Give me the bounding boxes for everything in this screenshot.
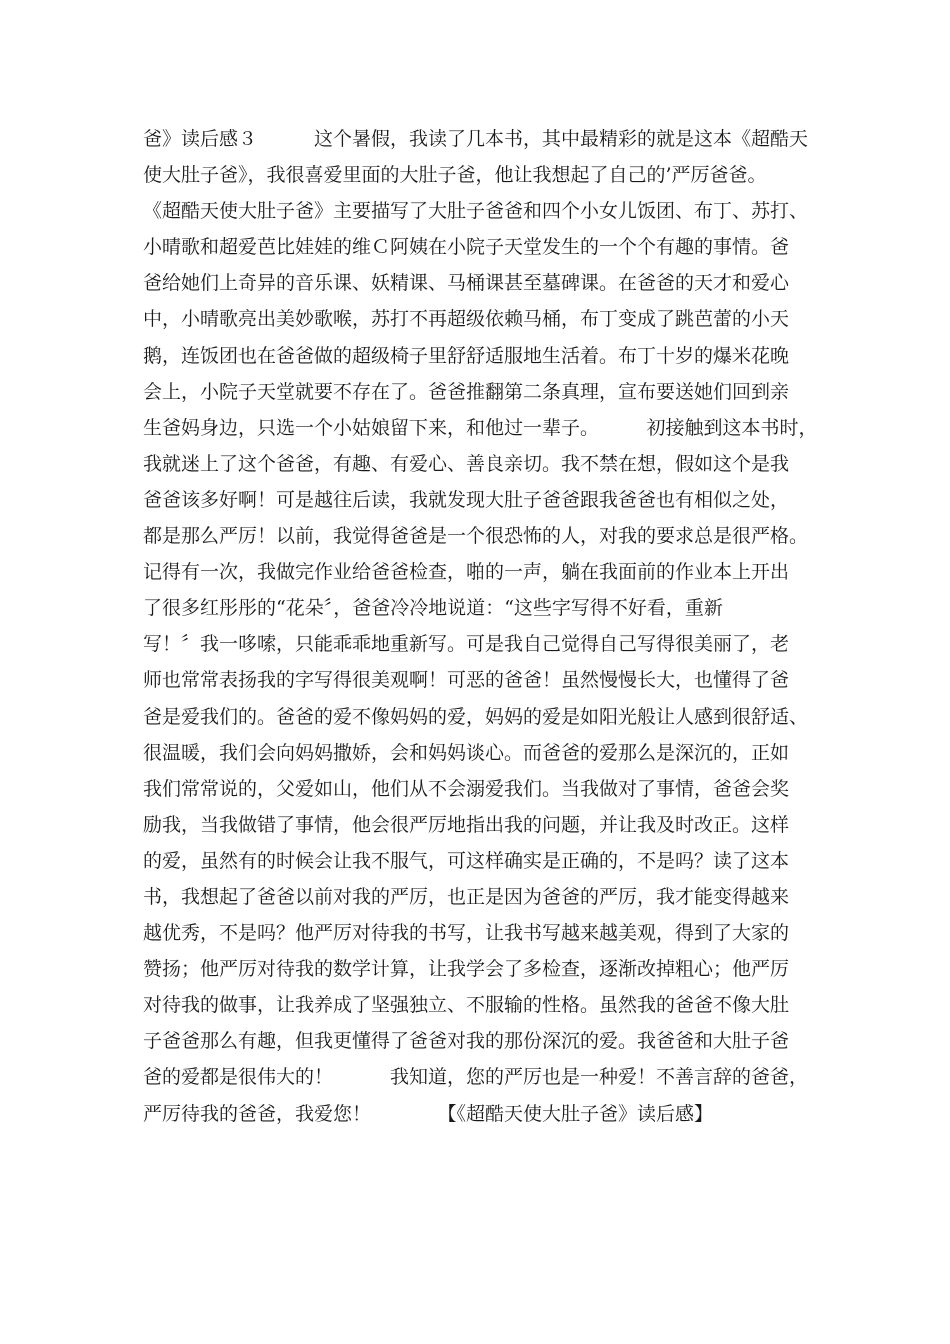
- text-line: 越优秀，不是吗？他严厉对待我的书写，让我书写越来越美观，得到了大家的: [143, 922, 790, 945]
- text-line: 书，我想起了爸爸以前对我的严厉，也正是因为爸爸的严厉，我才能变得越来: [143, 885, 790, 908]
- text-line: 《超酷天使大肚子爸》主要描写了大肚子爸爸和四个小女儿饭团、布丁、苏打、: [143, 200, 809, 223]
- text-line: 爸给她们上奇异的音乐课、妖精课、马桶课甚至墓碑课。在爸爸的天才和爱心: [143, 272, 790, 295]
- text-line: 我就迷上了这个爸爸，有趣、有爱心、善良亲切。我不禁在想，假如这个是我: [143, 452, 790, 475]
- text-line: 子爸爸那么有趣，但我更懂得了爸爸对我的那份深沉的爱。我爸爸和大肚子爸: [143, 1030, 790, 1053]
- text-line: 生爸妈身边，只选一个小姑娘留下来，和他过一辈子。 初接触到这本书时，: [143, 416, 818, 439]
- text-line: 我们常常说的，父爱如山，他们从不会溺爱我们。当我做对了事情，爸爸会奖: [143, 777, 790, 800]
- text-line: 小晴歌和超爱芭比娃娃的维Ｃ阿姨在小院子天堂发生的一个个有趣的事情。爸: [143, 236, 790, 259]
- text-line: 师也常常表扬我的字写得很美观啊！可恶的爸爸！虽然慢慢长大，也懂得了爸: [143, 669, 790, 692]
- text-line: 都是那么严厉！以前，我觉得爸爸是一个很恐怖的人，对我的要求总是很严格。: [143, 525, 809, 548]
- text-line: 爸爸该多好啊！可是越往后读，我就发现大肚子爸爸跟我爸爸也有相似之处，: [143, 488, 790, 511]
- text-line: 严厉待我的爸爸，我爱您！ 【《超酷天使大肚子爸》读后感】: [143, 1102, 714, 1125]
- text-line: 爸是爱我们的。爸爸的爱不像妈妈的爱，妈妈的爱是如阳光般让人感到很舒适、: [143, 705, 809, 728]
- text-line: 对待我的做事，让我养成了坚强独立、不服输的性格。虽然我的爸爸不像大肚: [143, 994, 790, 1017]
- text-line: 很温暖，我们会向妈妈撒娇，会和妈妈谈心。而爸爸的爱那么是深沉的，正如: [143, 741, 790, 764]
- text-line: 会上，小院子天堂就要不存在了。爸爸推翻第二条真理，宣布要送她们回到亲: [143, 380, 790, 403]
- text-line: 使大肚子爸》，我很喜爱里面的大肚子爸，他让我想起了自己的’严厉爸爸。: [143, 164, 767, 187]
- text-line: 的爱，虽然有的时候会让我不服气，可这样确实是正确的，不是吗？读了这本: [143, 849, 790, 872]
- text-line: 爸》读后感３ 这个暑假，我读了几本书，其中最精彩的就是这本《超酷天: [143, 128, 809, 150]
- text-line: 爸的爱都是很伟大的！ 我知道，您的严厉也是一种爱！不善言辞的爸爸，: [143, 1066, 809, 1089]
- text-line: 中，小晴歌亮出美妙歌喉，苏打不再超级依赖马桶，布丁变成了跳芭蕾的小天: [143, 308, 790, 331]
- text-line: 赞扬；他严厉对待我的数学计算，让我学会了多检查，逐渐改掉粗心；他严厉: [143, 958, 790, 981]
- text-line: 了很多红彤彤的“花朵〞，爸爸冷冷地说道：“这些字写得不好看，重新: [143, 597, 723, 620]
- text-line: 励我，当我做错了事情，他会很严厉地指出我的问题，并让我及时改正。这样: [143, 813, 790, 836]
- text-line: 记得有一次，我做完作业给爸爸检查，啪的一声，躺在我面前的作业本上开出: [143, 561, 790, 584]
- text-line: 鹅，连饭团也在爸爸做的超级椅子里舒舒适服地生活着。布丁十岁的爆米花晚: [143, 344, 790, 367]
- text-line: 写！〞我一哆嗦，只能乖乖地重新写。可是我自己觉得自己写得很美丽了，老: [143, 633, 790, 656]
- essay-body: [143, 121, 823, 1132]
